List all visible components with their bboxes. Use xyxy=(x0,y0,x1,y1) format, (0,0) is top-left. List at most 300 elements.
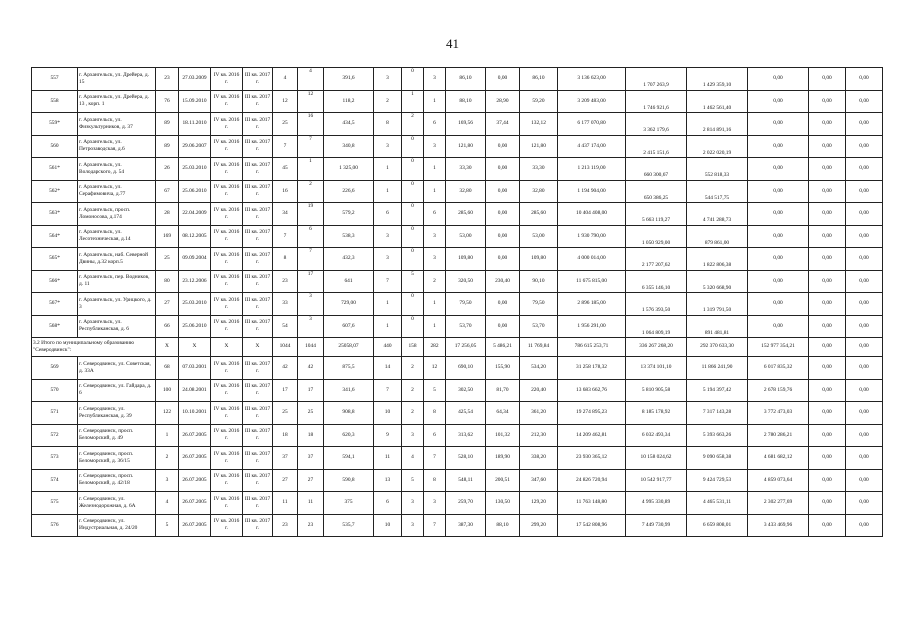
cell-z3: 0,00 xyxy=(846,68,883,91)
cell-addr: г. Северодвинск, ул. Гайдара, д. 6 xyxy=(78,379,156,402)
cell-z2: 0,00 xyxy=(809,135,846,158)
cell-z3: 0,00 xyxy=(846,514,883,537)
summary-q2: 158 xyxy=(402,338,424,357)
cell-a1: 109,80 xyxy=(446,248,486,271)
cell-n: 567* xyxy=(32,293,78,316)
cell-area: 875,5 xyxy=(324,357,374,380)
summary-x3: X xyxy=(211,338,243,357)
cell-cost: 4 437 174,00 xyxy=(558,135,626,158)
cell-f2: 18 xyxy=(298,424,324,447)
cell-a2: 37,44 xyxy=(486,113,520,136)
cell-area: 341,6 xyxy=(324,379,374,402)
cell-q2: 2 xyxy=(402,357,424,380)
cell-z3: 0,00 xyxy=(846,225,883,248)
cell-a2: 81,70 xyxy=(486,379,520,402)
cell-cost: 19 274 895,23 xyxy=(558,402,626,425)
cell-q1: 13 xyxy=(374,469,402,492)
cell-c2: 67 xyxy=(156,180,179,203)
cell-q3: 1 xyxy=(424,90,446,113)
cell-q1: 3 xyxy=(374,225,402,248)
cell-s2: 9 424 729,53 xyxy=(687,469,748,492)
cell-a1: 33,30 xyxy=(446,158,486,181)
cell-z2: 0,00 xyxy=(809,402,846,425)
cell-q2: 5 xyxy=(402,469,424,492)
cell-q2: 0 xyxy=(402,225,424,248)
cell-date: 10.10.2001 xyxy=(179,402,211,425)
cell-f2: 3 xyxy=(298,315,324,338)
cell-p1: IV кв. 2016 г. xyxy=(211,248,243,271)
summary-q1: 440 xyxy=(374,338,402,357)
cell-p2: III кв. 2017 г. xyxy=(243,248,273,271)
cell-a2: 130,50 xyxy=(486,492,520,515)
cell-p1: IV кв. 2016 г. xyxy=(211,270,243,293)
cell-z2: 0,00 xyxy=(809,357,846,380)
cell-s2: 544 517,75 xyxy=(687,180,748,203)
cell-f2: 7 xyxy=(298,248,324,271)
cell-a1: 32,80 xyxy=(446,180,486,203)
cell-a1: 79,50 xyxy=(446,293,486,316)
cell-q3: 3 xyxy=(424,68,446,91)
cell-a3: 132,12 xyxy=(520,113,558,136)
cell-n: 557 xyxy=(32,68,78,91)
cell-c2: 28 xyxy=(156,203,179,226)
cell-z2: 0,00 xyxy=(809,293,846,316)
cell-s1: 5 663 119,27 xyxy=(626,203,687,226)
summary-z2: 0,00 xyxy=(809,338,846,357)
cell-a2: 0,00 xyxy=(486,248,520,271)
cell-a2: 0,00 xyxy=(486,135,520,158)
cell-addr: г. Архангельск, наб. Северной Двины, д.32 корп.5 xyxy=(78,248,156,271)
cell-a2: 0,00 xyxy=(486,158,520,181)
table-row xyxy=(32,68,883,91)
cell-date: 08.12.2005 xyxy=(179,225,211,248)
cell-f2: 16 xyxy=(298,113,324,136)
cell-n: 560 xyxy=(32,135,78,158)
cell-z1: 0,00 xyxy=(748,270,809,293)
cell-a3: 129,20 xyxy=(520,492,558,515)
cell-area: 538,3 xyxy=(324,225,374,248)
table-row xyxy=(32,203,883,226)
cell-a3: 86,10 xyxy=(520,68,558,91)
cell-f1: 4 xyxy=(273,68,298,91)
cell-z3: 0,00 xyxy=(846,315,883,338)
cell-f2: 17 xyxy=(298,379,324,402)
cell-p1: IV кв. 2016 г. xyxy=(211,180,243,203)
summary-f1: 1044 xyxy=(273,338,298,357)
cell-a1: 88,10 xyxy=(446,90,486,113)
cell-z2: 0,00 xyxy=(809,492,846,515)
cell-addr: г. Архангельск, просп. Ломоносова, д.174 xyxy=(78,203,156,226)
cell-s1: 2 177 207,62 xyxy=(626,248,687,271)
cell-addr: г. Северодвинск, ул. Железнодорожная, д. 6А xyxy=(78,492,156,515)
cell-s2: 5 393 663,26 xyxy=(687,424,748,447)
summary-z1: 152 977 354,21 xyxy=(748,338,809,357)
cell-s1: 3 362 179,6 xyxy=(626,113,687,136)
cell-s2: 9 090 658,38 xyxy=(687,447,748,470)
cell-c2: 5 xyxy=(156,514,179,537)
cell-f1: 8 xyxy=(273,248,298,271)
cell-q2: 3 xyxy=(402,424,424,447)
cell-s1: 1 050 929,00 xyxy=(626,225,687,248)
cell-p2: III кв. 2017 г. xyxy=(243,270,273,293)
cell-addr: г. Северодвинск, просп. Беломорский, д. 36/15 xyxy=(78,447,156,470)
cell-a1: 425,54 xyxy=(446,402,486,425)
cell-area: 226,6 xyxy=(324,180,374,203)
cell-n: 566* xyxy=(32,270,78,293)
cell-a2: 0,00 xyxy=(486,225,520,248)
summary-a2: 5 486,21 xyxy=(486,338,520,357)
cell-q2: 3 xyxy=(402,492,424,515)
cell-addr: г. Архангельск, ул. Лесотехническая, д.14 xyxy=(78,225,156,248)
table-row xyxy=(32,248,883,271)
cell-a3: 347,60 xyxy=(520,469,558,492)
cell-c2: 100 xyxy=(156,379,179,402)
cell-z3: 0,00 xyxy=(846,113,883,136)
cell-q1: 14 xyxy=(374,357,402,380)
cell-s2: 2 814 891,16 xyxy=(687,113,748,136)
cell-s2: 11 866 241,90 xyxy=(687,357,748,380)
cell-p2: III кв. 2017 г. xyxy=(243,90,273,113)
cell-f2: 23 xyxy=(298,514,324,537)
cell-p1: IV кв. 2016 г. xyxy=(211,424,243,447)
cell-date: 29.06.2007 xyxy=(179,135,211,158)
cell-z1: 0,00 xyxy=(748,90,809,113)
cell-p2: III кв. 2017 г. xyxy=(243,68,273,91)
cell-date: 26.07.2005 xyxy=(179,492,211,515)
cell-date: 07.03.2001 xyxy=(179,357,211,380)
table-row xyxy=(32,424,883,447)
cell-n: 574 xyxy=(32,469,78,492)
cell-addr: г. Архангельск, ул. Петрозаводская, д.6 xyxy=(78,135,156,158)
cell-s1: 10 542 917,77 xyxy=(626,469,687,492)
cell-q1: 10 xyxy=(374,402,402,425)
cell-area: 434,5 xyxy=(324,113,374,136)
cell-s1: 2 415 151,6 xyxy=(626,135,687,158)
cell-q3: 1 xyxy=(424,180,446,203)
cell-z2: 0,00 xyxy=(809,248,846,271)
table-row xyxy=(32,447,883,470)
cell-area: 641 xyxy=(324,270,374,293)
table-row xyxy=(32,270,883,293)
cell-c2: 4 xyxy=(156,492,179,515)
cell-p2: III кв. 2017 г. xyxy=(243,357,273,380)
summary-s2: 292 370 633,30 xyxy=(687,338,748,357)
cell-z3: 0,00 xyxy=(846,158,883,181)
cell-n: 571 xyxy=(32,402,78,425)
cell-p1: IV кв. 2016 г. xyxy=(211,158,243,181)
cell-f1: 54 xyxy=(273,315,298,338)
cell-p1: IV кв. 2016 г. xyxy=(211,447,243,470)
cell-s2: 7 317 143,28 xyxy=(687,402,748,425)
cell-q2: 0 xyxy=(402,68,424,91)
cell-a1: 302,50 xyxy=(446,379,486,402)
cell-s1: 1 064 809,19 xyxy=(626,315,687,338)
cell-a2: 101,32 xyxy=(486,424,520,447)
cell-cost: 1 930 790,00 xyxy=(558,225,626,248)
table-row xyxy=(32,402,883,425)
cell-p2: III кв. 2017 г. xyxy=(243,469,273,492)
cell-q2: 2 xyxy=(402,379,424,402)
cell-z3: 0,00 xyxy=(846,135,883,158)
cell-a1: 86,10 xyxy=(446,68,486,91)
cell-a1: 313,62 xyxy=(446,424,486,447)
cell-c2: 23 xyxy=(156,68,179,91)
cell-s2: 552 818,33 xyxy=(687,158,748,181)
cell-p2: III кв. 2017 г. xyxy=(243,447,273,470)
cell-f1: 34 xyxy=(273,203,298,226)
cell-p2: III кв. 2017 г. xyxy=(243,514,273,537)
cell-q2: 2 xyxy=(402,113,424,136)
cell-q1: 11 xyxy=(374,447,402,470)
cell-a1: 387,30 xyxy=(446,514,486,537)
cell-f2: 25 xyxy=(298,402,324,425)
cell-s2: 2 022 020,19 xyxy=(687,135,748,158)
cell-q3: 3 xyxy=(424,248,446,271)
cell-z2: 0,00 xyxy=(809,315,846,338)
cell-addr: г. Северодвинск, ул. Советская, д. 33А xyxy=(78,357,156,380)
summary-label: 3.2 Итого по муниципальному образованию "Северодвинск": xyxy=(32,338,156,357)
summary-cost: 786 615 253,71 xyxy=(558,338,626,357)
cell-z1: 0,00 xyxy=(748,113,809,136)
cell-q3: 3 xyxy=(424,492,446,515)
cell-p1: IV кв. 2016 г. xyxy=(211,514,243,537)
cell-addr: г. Северодвинск, просп. Беломорский, д. 42/18 xyxy=(78,469,156,492)
cell-c2: 68 xyxy=(156,357,179,380)
cell-n: 569 xyxy=(32,357,78,380)
table-row xyxy=(32,135,883,158)
cell-z2: 0,00 xyxy=(809,225,846,248)
cell-c2: 122 xyxy=(156,402,179,425)
cell-c2: 89 xyxy=(156,113,179,136)
summary-q3: 282 xyxy=(424,338,446,357)
cell-s1: 650 386,25 xyxy=(626,180,687,203)
cell-addr: г. Северодвинск, просп. Беломорский, д. 49 xyxy=(78,424,156,447)
cell-p1: IV кв. 2016 г. xyxy=(211,113,243,136)
cell-z3: 0,00 xyxy=(846,424,883,447)
cell-q2: 0 xyxy=(402,180,424,203)
cell-cost: 23 930 365,12 xyxy=(558,447,626,470)
cell-area: 1 325,00 xyxy=(324,158,374,181)
cell-c2: 2 xyxy=(156,447,179,470)
cell-z3: 0,00 xyxy=(846,447,883,470)
cell-a3: 299,20 xyxy=(520,514,558,537)
cell-f1: 16 xyxy=(273,180,298,203)
table-row xyxy=(32,113,883,136)
cell-n: 568* xyxy=(32,315,78,338)
cell-q3: 1 xyxy=(424,158,446,181)
cell-s1: 1 707 263,9 xyxy=(626,68,687,91)
summary-area: 25058,07 xyxy=(324,338,374,357)
cell-n: 573 xyxy=(32,447,78,470)
cell-area: 908,8 xyxy=(324,402,374,425)
cell-z1: 3 772 473,03 xyxy=(748,402,809,425)
cell-z3: 0,00 xyxy=(846,248,883,271)
cell-f2: 17 xyxy=(298,270,324,293)
cell-z1: 0,00 xyxy=(748,203,809,226)
cell-cost: 6 177 070,80 xyxy=(558,113,626,136)
cell-z3: 0,00 xyxy=(846,492,883,515)
summary-f2: 1044 xyxy=(298,338,324,357)
cell-s2: 1 319 791,50 xyxy=(687,293,748,316)
cell-f2: 11 xyxy=(298,492,324,515)
cell-date: 26.07.2005 xyxy=(179,424,211,447)
cell-date: 15.09.2010 xyxy=(179,90,211,113)
cell-c2: 76 xyxy=(156,90,179,113)
cell-a2: 28,90 xyxy=(486,90,520,113)
cell-cost: 3 136 623,00 xyxy=(558,68,626,91)
cell-z2: 0,00 xyxy=(809,90,846,113)
cell-area: 340,8 xyxy=(324,135,374,158)
cell-a2: 0,00 xyxy=(486,315,520,338)
cell-f2: 42 xyxy=(298,357,324,380)
summary-a3: 11 769,84 xyxy=(520,338,558,357)
table-row xyxy=(32,90,883,113)
cell-area: 579,2 xyxy=(324,203,374,226)
cell-a1: 690,10 xyxy=(446,357,486,380)
cell-z3: 0,00 xyxy=(846,90,883,113)
cell-p1: IV кв. 2016 г. xyxy=(211,68,243,91)
cell-p2: III кв. 2017 г. xyxy=(243,424,273,447)
cell-q3: 3 xyxy=(424,225,446,248)
cell-date: 26.07.2005 xyxy=(179,469,211,492)
summary-z3: 0,00 xyxy=(846,338,883,357)
cell-z2: 0,00 xyxy=(809,379,846,402)
cell-a3: 212,30 xyxy=(520,424,558,447)
cell-z1: 0,00 xyxy=(748,135,809,158)
cell-a3: 32,80 xyxy=(520,180,558,203)
cell-s1: 13 374 101,10 xyxy=(626,357,687,380)
cell-f1: 42 xyxy=(273,357,298,380)
cell-area: 729,00 xyxy=(324,293,374,316)
cell-date: 25.03.2010 xyxy=(179,293,211,316)
cell-s1: 8 185 178,92 xyxy=(626,402,687,425)
cell-s2: 4 465 531,11 xyxy=(687,492,748,515)
cell-f1: 23 xyxy=(273,514,298,537)
cell-f2: 2 xyxy=(298,180,324,203)
cell-date: 09.09.2004 xyxy=(179,248,211,271)
cell-a2: 0,00 xyxy=(486,68,520,91)
cell-z1: 0,00 xyxy=(748,248,809,271)
cell-s2: 1 822 806,38 xyxy=(687,248,748,271)
cell-addr: г. Архангельск, ул. Володарского, д. 54 xyxy=(78,158,156,181)
cell-s2: 4 741 288,73 xyxy=(687,203,748,226)
cell-s2: 6 659 808,01 xyxy=(687,514,748,537)
cell-q3: 1 xyxy=(424,315,446,338)
cell-q1: 1 xyxy=(374,158,402,181)
cell-z1: 2 678 159,76 xyxy=(748,379,809,402)
cell-a3: 53,70 xyxy=(520,315,558,338)
table-row xyxy=(32,469,883,492)
cell-n: 561* xyxy=(32,158,78,181)
cell-n: 559* xyxy=(32,113,78,136)
cell-q1: 9 xyxy=(374,424,402,447)
cell-s1: 1 746 921,6 xyxy=(626,90,687,113)
cell-cost: 17 542 808,96 xyxy=(558,514,626,537)
cell-a1: 528,10 xyxy=(446,447,486,470)
cell-date: 18.11.2010 xyxy=(179,113,211,136)
cell-p1: IV кв. 2016 г. xyxy=(211,135,243,158)
cell-a3: 53,00 xyxy=(520,225,558,248)
cell-z3: 0,00 xyxy=(846,270,883,293)
cell-cost: 10 404 408,00 xyxy=(558,203,626,226)
cell-a3: 534,20 xyxy=(520,357,558,380)
cell-z1: 0,00 xyxy=(748,293,809,316)
cell-a1: 259,70 xyxy=(446,492,486,515)
cell-p1: IV кв. 2016 г. xyxy=(211,90,243,113)
cell-z3: 0,00 xyxy=(846,357,883,380)
cell-f1: 11 xyxy=(273,492,298,515)
cell-a3: 338,20 xyxy=(520,447,558,470)
cell-addr: г. Архангельск, ул. Дрейера, д. 13 , корп. 1 xyxy=(78,90,156,113)
cell-f2: 27 xyxy=(298,469,324,492)
cell-cost: 14 209 462,81 xyxy=(558,424,626,447)
cell-f2: 1 xyxy=(298,158,324,181)
cell-s1: 4 995 330,89 xyxy=(626,492,687,515)
cell-p1: IV кв. 2016 г. xyxy=(211,492,243,515)
cell-p1: IV кв. 2016 г. xyxy=(211,315,243,338)
table-row xyxy=(32,180,883,203)
cell-q2: 2 xyxy=(402,402,424,425)
cell-s2: 1 429 359,10 xyxy=(687,68,748,91)
cell-f1: 12 xyxy=(273,90,298,113)
cell-n: 565* xyxy=(32,248,78,271)
cell-c2: 169 xyxy=(156,225,179,248)
cell-cost: 24 826 720,94 xyxy=(558,469,626,492)
cell-a1: 53,00 xyxy=(446,225,486,248)
cell-z1: 0,00 xyxy=(748,68,809,91)
cell-z3: 0,00 xyxy=(846,293,883,316)
cell-f2: 19 xyxy=(298,203,324,226)
cell-z1: 4 681 682,12 xyxy=(748,447,809,470)
cell-area: 590,8 xyxy=(324,469,374,492)
cell-f1: 17 xyxy=(273,379,298,402)
cell-q3: 7 xyxy=(424,514,446,537)
cell-c2: 27 xyxy=(156,293,179,316)
cell-cost: 3 209 483,00 xyxy=(558,90,626,113)
cell-q3: 6 xyxy=(424,424,446,447)
cell-cost: 31 258 178,32 xyxy=(558,357,626,380)
cell-p2: III кв. 2017 г. xyxy=(243,158,273,181)
cell-q2: 0 xyxy=(402,293,424,316)
cell-q3: 7 xyxy=(424,447,446,470)
table-row xyxy=(32,357,883,380)
cell-q2: 0 xyxy=(402,203,424,226)
cell-s1: 10 158 024,62 xyxy=(626,447,687,470)
cell-c2: 26 xyxy=(156,158,179,181)
cell-q2: 0 xyxy=(402,248,424,271)
cell-f1: 45 xyxy=(273,158,298,181)
cell-a2: 189,90 xyxy=(486,447,520,470)
cell-z1: 4 859 073,64 xyxy=(748,469,809,492)
cell-s1: 5 810 905,58 xyxy=(626,379,687,402)
cell-cost: 11 675 815,00 xyxy=(558,270,626,293)
cell-q3: 1 xyxy=(424,293,446,316)
cell-c2: 3 xyxy=(156,469,179,492)
cell-a2: 0,00 xyxy=(486,293,520,316)
cell-z3: 0,00 xyxy=(846,180,883,203)
cell-z2: 0,00 xyxy=(809,447,846,470)
cell-z3: 0,00 xyxy=(846,379,883,402)
cell-z2: 0,00 xyxy=(809,113,846,136)
cell-area: 607,6 xyxy=(324,315,374,338)
cell-f2: 12 xyxy=(298,90,324,113)
table-row xyxy=(32,514,883,537)
cell-p2: III кв. 2017 г. xyxy=(243,225,273,248)
cell-p2: III кв. 2017 г. xyxy=(243,293,273,316)
cell-q1: 6 xyxy=(374,492,402,515)
cell-area: 391,6 xyxy=(324,68,374,91)
cell-z1: 0,00 xyxy=(748,225,809,248)
